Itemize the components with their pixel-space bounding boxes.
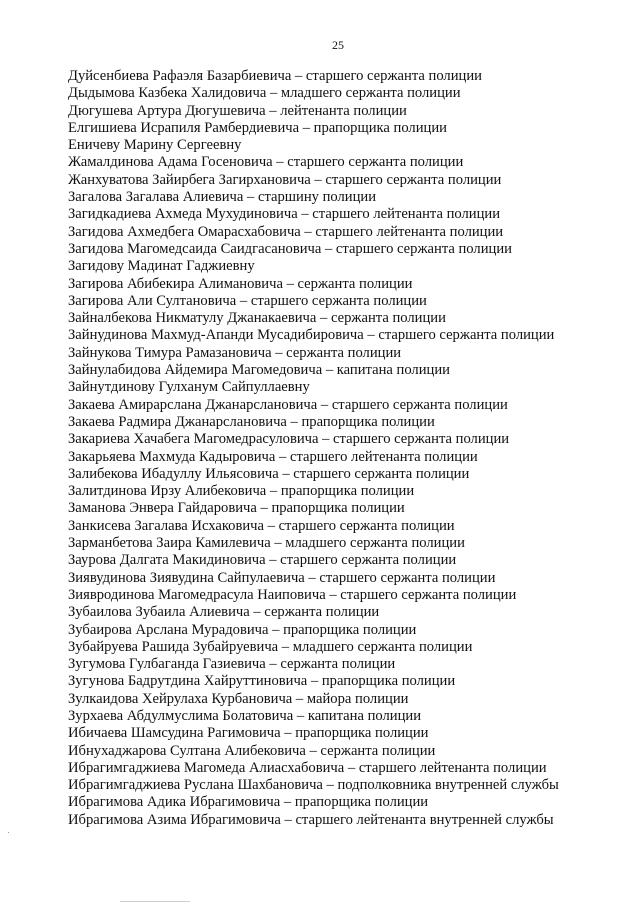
awardee-list (68, 68, 638, 829)
list-item: Дуйсенбиева Рафаэля Базарбиевича – старшего сержанта полиции (68, 68, 482, 84)
list-item: Зулкаидова Хейрулаха Курбановича – майора полиции (68, 690, 409, 707)
list-item: Зарманбетова Заира Камилевича – младшего сержанта полиции (68, 535, 465, 552)
list-item: Заурова Далгата Макидиновича – старшего сержанта полиции (68, 552, 457, 569)
list-item: Зубаирова Арслана Мурадовича – прапорщика полиции (68, 621, 417, 638)
list-item: Ибрагимова Адика Ибрагимовича – прапорщика полиции (68, 794, 429, 811)
list-item: Зайналбекова Никматулу Джанакаевича – сержанта полиции (68, 310, 446, 327)
list-item: Ибичаева Шамсудина Рагимовича – прапорщика полиции (68, 725, 429, 742)
list-item: Загидова Магомедсаида Саидгасановича – старшего сержанта полиции (68, 240, 512, 257)
scan-speck (8, 832, 9, 833)
list-item: Загидова Ахмедбега Омарасхабовича – старшего лейтенанта полиции (68, 223, 504, 240)
list-item: Закарьяева Махмуда Кадыровича – старшего лейтенанта полиции (68, 448, 478, 465)
list-item: Дыдымова Казбека Халидовича – младшего сержанта полиции (68, 85, 461, 102)
list-item: Зубайруева Рашида Зубайруевича – младшего сержанта полиции (68, 638, 473, 655)
scan-edge-smudge (120, 901, 190, 902)
list-item: Елгишиева Исрапиля Рамбердиевича – прапорщика полиции (68, 119, 447, 136)
list-item: Зубаилова Зубаила Алиевича – сержанта полиции (68, 604, 380, 621)
list-item: Залибекова Ибадуллу Ильясовича – старшего сержанта полиции (68, 465, 470, 482)
list-item: Зайнудинова Махмуд-Апанди Мусадибировича – старшего сержанта полиции (68, 327, 555, 344)
list-item: Загирова Али Султановича – старшего сержанта полиции (68, 292, 427, 309)
list-item: Занкисева Загалава Исхаковича – старшего сержанта полиции (68, 517, 455, 534)
list-item: Зайнулабидова Айдемира Магомедовича – капитана полиции (68, 362, 450, 379)
list-item: Жанхуватова Зайирбега Загирхановича – старшего сержанта полиции (68, 171, 502, 188)
list-item: Зиявродинова Магомедрасула Наиповича – старшего сержанта полиции (68, 586, 517, 603)
list-item: Заманова Энвера Гайдаровича – прапорщика полиции (68, 500, 405, 517)
list-item: Закариева Хачабега Магомедрасуловича – старшего сержанта полиции (68, 431, 510, 448)
list-item: Загидову Мадинат Гаджиевну (68, 258, 255, 275)
list-item: Дюгушева Артура Дюгушевича – лейтенанта полиции (68, 102, 407, 119)
list-item: Зугунова Бадрутдина Хайруттиновича – прапорщика полиции (68, 673, 456, 690)
list-item: Залитдинова Ирзу Алибековича – прапорщика полиции (68, 483, 415, 500)
list-item: Загирова Абибекира Алимановича – сержанта полиции (68, 275, 413, 292)
list-item: Еничеву Марину Сергеевну (68, 137, 242, 154)
list-item: Зугумова Гулбаганда Газиевича – сержанта полиции (68, 656, 396, 673)
list-item: Жамалдинова Адама Госеновича – старшего сержанта полиции (68, 154, 464, 171)
list-item: Зурхаева Абдулмуслима Болатовича – капитана полиции (68, 707, 422, 724)
list-item: Зайнукова Тимура Рамазановича – сержанта полиции (68, 344, 402, 361)
list-item: Ибрагимгаджиева Руслана Шахбановича – подполковника внутренней службы (68, 777, 559, 794)
list-item: Зиявудинова Зиявудина Сайпулаевича – старшего сержанта полиции (68, 569, 496, 586)
list-item: Загалова Загалава Алиевича – старшину полиции (68, 189, 377, 206)
page-number: 25 (332, 38, 344, 52)
list-item: Ибрагимгаджиева Магомеда Алиасхабовича – старшего лейтенанта полиции (68, 759, 547, 776)
list-item: Закаева Амирарслана Джанарслановича – старшего сержанта полиции (68, 396, 508, 413)
list-item: Зайнутдинову Гулханум Сайпуллаевну (68, 379, 310, 396)
list-item: Загидкадиева Ахмеда Мухудиновича – старшего лейтенанта полиции (68, 206, 501, 223)
list-item: Ибнухаджарова Султана Алибековича – сержанта полиции (68, 742, 436, 759)
list-item: Ибрагимова Азима Ибрагимовича – старшего лейтенанта внутренней службы (68, 811, 554, 828)
list-item: Закаева Радмира Джанарслановича – прапорщика полиции (68, 413, 435, 430)
